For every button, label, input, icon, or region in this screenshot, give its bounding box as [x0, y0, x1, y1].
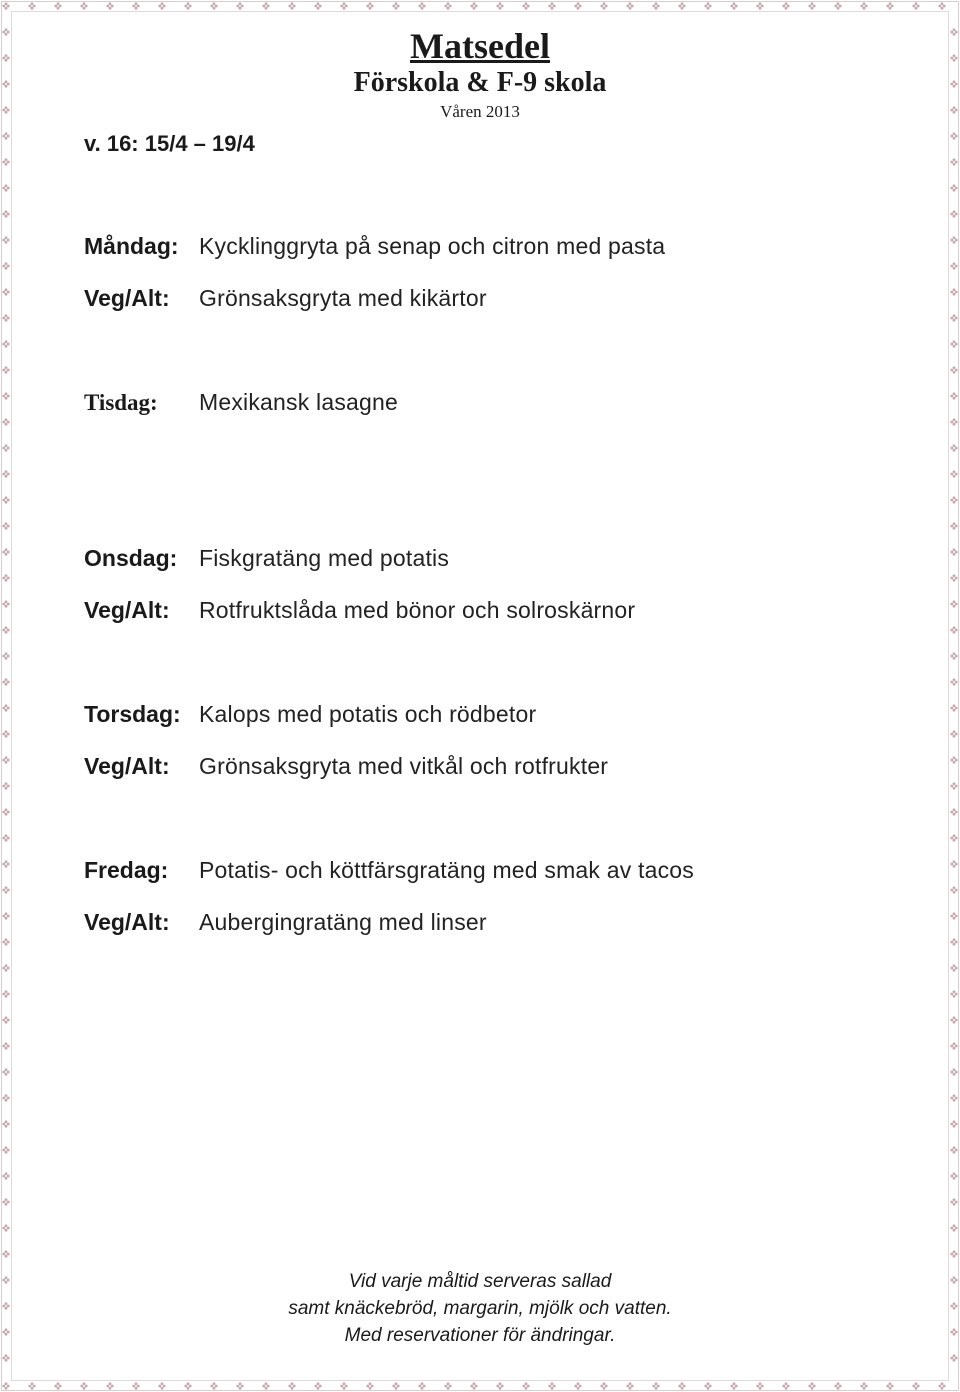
day-label: Onsdag: [84, 545, 178, 571]
menu-row-monday-veg [84, 283, 487, 313]
menu-row-wednesday [84, 543, 449, 573]
day-label: Måndag: [84, 233, 179, 259]
dish-text: Grönsaksgryta med vitkål och rotfrukter [199, 753, 609, 779]
day-label: Veg/Alt: [84, 753, 170, 779]
dish-text: Potatis- och köttfärsgratäng med smak av tacos [199, 857, 694, 883]
menu-row-thursday-veg [84, 751, 608, 781]
menu-row-thursday [84, 699, 536, 729]
dish-text: Kycklinggryta på senap och citron med pasta [199, 233, 666, 259]
dish-text: Grönsaksgryta med kikärtor [199, 285, 487, 311]
menu-row-monday [84, 231, 665, 261]
document-title: Matsedel [410, 26, 550, 66]
day-label: Veg/Alt: [84, 285, 170, 311]
day-label: Veg/Alt: [84, 909, 170, 935]
footer-line: samt knäckebröd, margarin, mjölk och vatten. [288, 1298, 672, 1319]
footer-line: Med reservationer för ändringar. [344, 1325, 616, 1346]
footer-note [180, 1268, 780, 1349]
dish-text: Aubergingratäng med linser [199, 909, 487, 935]
dish-text: Mexikansk lasagne [199, 389, 399, 415]
dish-text: Fiskgratäng med potatis [199, 545, 450, 571]
dish-text: Kalops med potatis och rödbetor [199, 701, 537, 727]
day-label: Veg/Alt: [84, 597, 170, 623]
footer-line: Vid varje måltid serveras sallad [348, 1271, 612, 1292]
day-label: Tisdag: [84, 390, 158, 415]
day-label: Fredag: [84, 857, 169, 883]
document-header [280, 26, 680, 124]
day-label: Torsdag: [84, 701, 181, 727]
menu-row-friday-veg [84, 907, 487, 937]
menu-row-friday [84, 855, 694, 885]
week-label: v. 16: 15/4 – 19/4 [84, 131, 255, 156]
menu-row-wednesday-veg [84, 595, 635, 625]
document-season: Våren 2013 [440, 102, 520, 121]
menu-row-tuesday [84, 387, 398, 417]
dish-text: Rotfruktslåda med bönor och solroskärnor [199, 597, 636, 623]
document-subtitle: Förskola & F-9 skola [353, 67, 607, 98]
